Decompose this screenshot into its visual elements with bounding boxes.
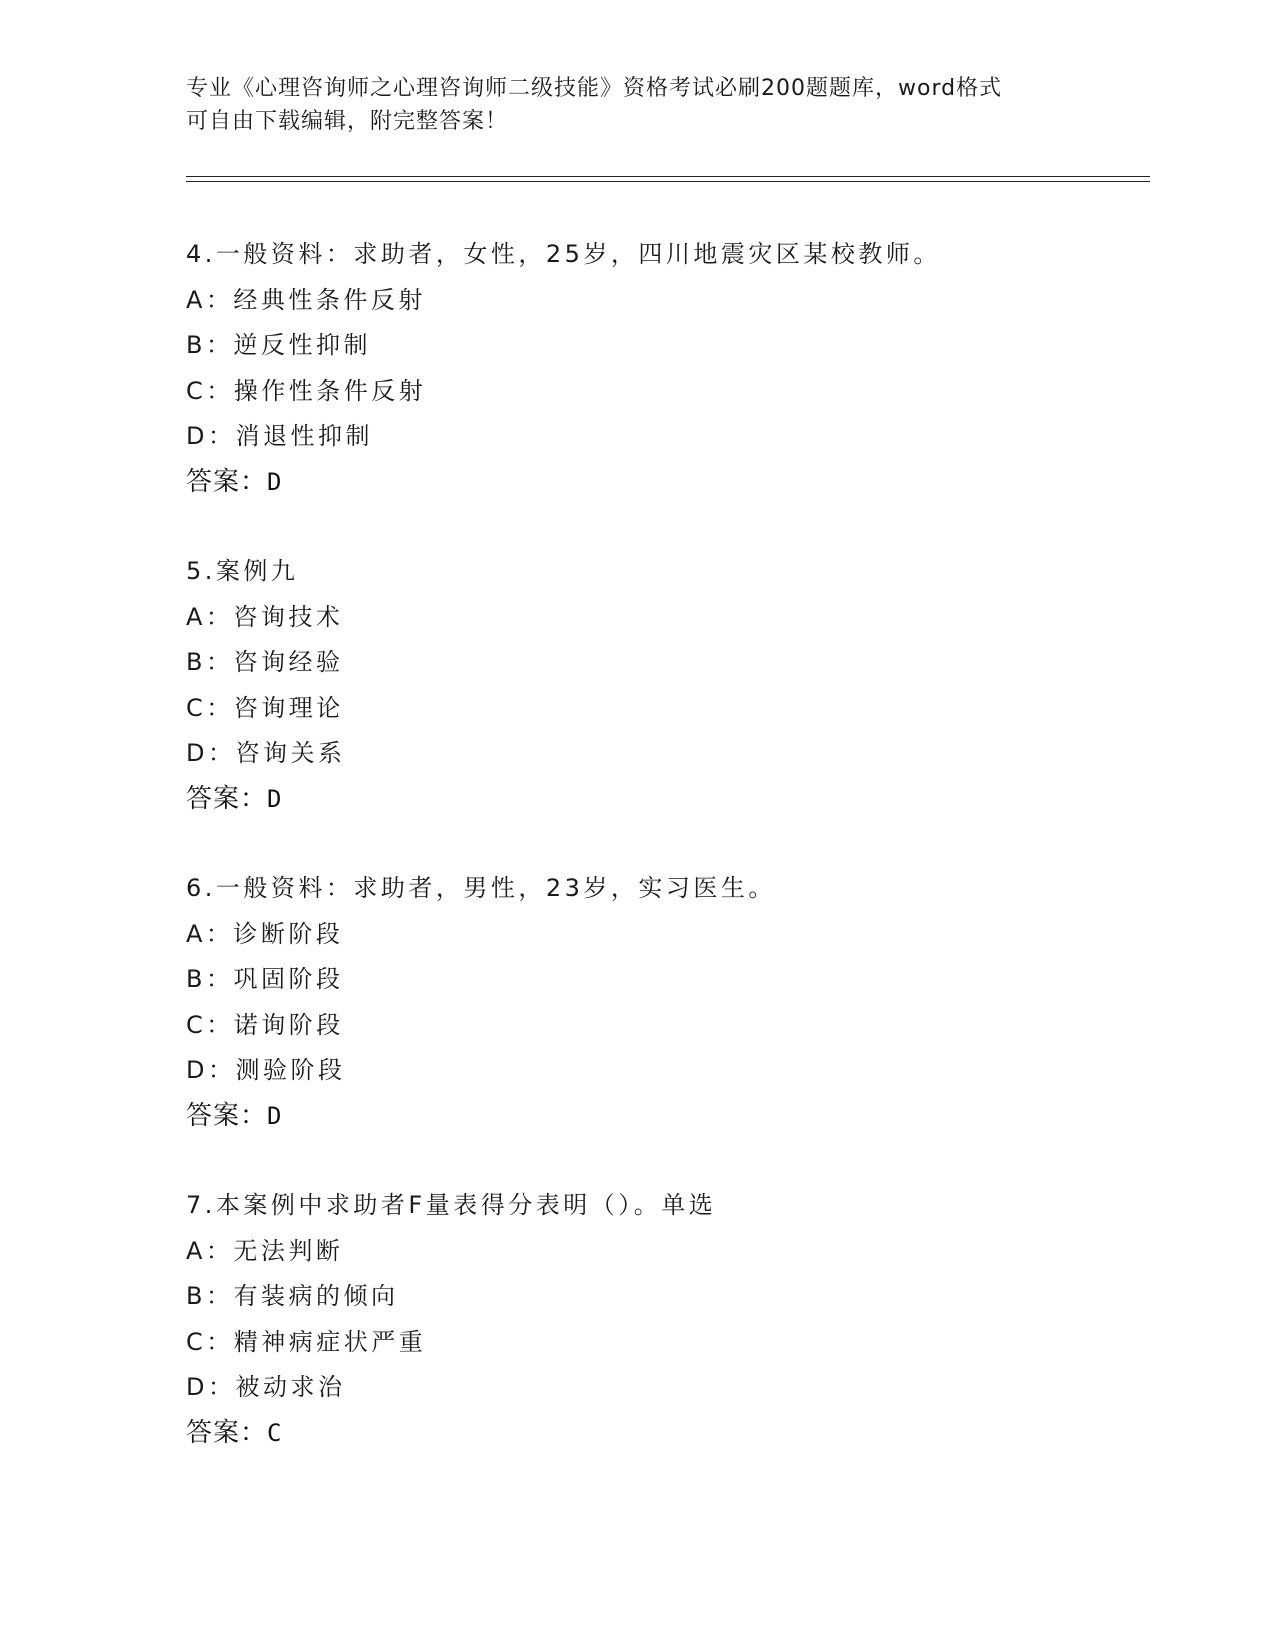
answer-value: D xyxy=(267,1101,282,1130)
option-c: C：咨询理论 xyxy=(186,693,344,722)
question-block xyxy=(186,549,1150,822)
option-c: C：精神病症状严重 xyxy=(186,1327,427,1356)
option-b: B：有装病的倾向 xyxy=(186,1282,399,1310)
answer-label: 答案： xyxy=(186,466,268,497)
question-list xyxy=(186,232,1150,1500)
option-b: B：咨询经验 xyxy=(186,648,344,676)
answer-label: 答案： xyxy=(186,783,268,814)
header-divider-bottom xyxy=(186,181,1150,182)
header-line-1: 专业《心理咨询师之心理咨询师二级技能》资格考试必刷200题题库，word格式 xyxy=(186,76,1003,101)
question-block xyxy=(186,866,1150,1139)
option-d: D：测验阶段 xyxy=(186,1056,346,1084)
option-a: A：无法判断 xyxy=(186,1236,344,1265)
question-stem: 7.本案例中求助者F量表得分表明（）。单选 xyxy=(186,1191,717,1219)
header-line-2: 可自由下载编辑，附完整答案！ xyxy=(186,109,509,134)
question-block xyxy=(186,1183,1150,1456)
option-d: D：消退性抑制 xyxy=(186,422,373,450)
option-a: A：诊断阶段 xyxy=(186,919,344,948)
document-header xyxy=(186,72,1066,138)
answer-value: C xyxy=(267,1418,282,1447)
question-stem: 6.一般资料：求助者，男性，23岁，实习医生。 xyxy=(186,874,776,902)
option-d: D：被动求治 xyxy=(186,1373,346,1401)
option-c: C：操作性条件反射 xyxy=(186,376,427,405)
question-stem: 5.案例九 xyxy=(186,557,299,585)
option-d: D：咨询关系 xyxy=(186,739,346,767)
question-block xyxy=(186,232,1150,505)
header-divider-top xyxy=(186,176,1150,177)
option-a: A：咨询技术 xyxy=(186,602,344,631)
option-b: B：巩固阶段 xyxy=(186,965,344,993)
answer-line xyxy=(186,1411,1150,1457)
answer-line xyxy=(186,777,1150,823)
answer-label: 答案： xyxy=(186,1100,268,1131)
question-stem: 4.一般资料：求助者，女性，25岁，四川地震灾区某校教师。 xyxy=(186,240,941,268)
answer-label: 答案： xyxy=(186,1417,268,1448)
answer-value: D xyxy=(267,467,282,496)
option-b: B：逆反性抑制 xyxy=(186,331,371,359)
answer-line xyxy=(186,460,1150,506)
answer-line xyxy=(186,1094,1150,1140)
option-a: A：经典性条件反射 xyxy=(186,285,426,314)
option-c: C：诺询阶段 xyxy=(186,1010,344,1039)
answer-value: D xyxy=(267,784,282,813)
